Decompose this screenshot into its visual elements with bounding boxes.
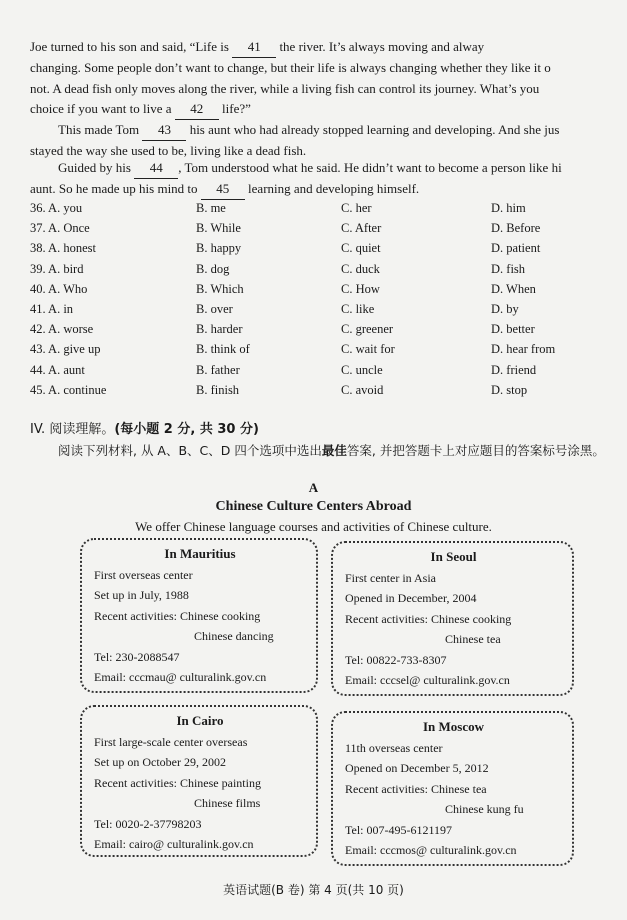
passage-line: stayed the way she used to be, living like a dead fish. xyxy=(30,143,307,158)
blank-45: 45 xyxy=(201,178,245,200)
center-box-mauritius: In Mauritius First overseas center Set up in July, 1988 Recent activities: Chinese cooking Chinese dancing Tel: 230-2088547 Email: cccmau@ culturalink.gov.cn xyxy=(80,538,318,693)
section-instruction: 阅读下列材料, 从 A、B、C、D 四个选项中选出最佳答案, 并把答题卡上对应题目的答案标号涂黑。 xyxy=(58,443,605,458)
option-row: 40. A. Who B. Which C. How D. When xyxy=(30,281,536,296)
center-box-seoul: In Seoul First center in Asia Opened in December, 2004 Recent activities: Chinese cooking Chinese tea Tel: 00822-733-8307 Email: cccsel@ culturalink.gov.cn xyxy=(331,541,574,696)
option-row: 43. A. give up B. think of C. wait for D. hear from xyxy=(30,342,556,357)
option-row: 42. A. worse B. harder C. greener D. better xyxy=(30,322,535,337)
option-row: 39. A. bird B. dog C. duck D. fish xyxy=(30,261,526,276)
article-letter: A xyxy=(308,480,319,495)
passage-line: choice if you want to live a 42 life?” xyxy=(30,98,627,120)
option-row: 37. A. Once B. While C. After D. Before xyxy=(30,221,541,236)
option-row: 44. A. aunt B. father C. uncle D. friend xyxy=(30,362,537,377)
center-box-cairo: In Cairo First large-scale center overseas Set up on October 29, 2002 Recent activities: Chinese painting Chinese films Tel: 0020-2-37798203 Email: cairo@ culturalink.gov.cn xyxy=(80,705,318,857)
options-table xyxy=(30,198,610,400)
option-row: 45. A. continue B. finish C. avoid D. stop xyxy=(30,382,528,397)
option-row: 38. A. honest B. happy C. quiet D. patient xyxy=(30,241,541,256)
article-title: Chinese Culture Centers Abroad xyxy=(215,499,412,514)
passage-line: Guided by his 44 , Tom understood what he said. He didn’t want to become a person like hi xyxy=(58,157,627,179)
blank-41: 41 xyxy=(232,36,276,58)
blank-44: 44 xyxy=(134,157,178,179)
passage-line: not. A dead fish only moves along the river, while a living fish can control its journey. What’s you xyxy=(30,81,540,96)
passage-line: changing. Some people don’t want to change, but their life is always changing whether they like it o xyxy=(30,60,551,75)
blank-42: 42 xyxy=(175,98,219,120)
passage-line: This made Tom 43 his aunt who had already stopped learning and developing. And she jus xyxy=(58,119,627,141)
page-footer: 英语试题(B 卷) 第 4 页(共 10 页) xyxy=(223,883,404,897)
passage-line: Joe turned to his son and said, “Life is 41 the river. It’s always moving and alway xyxy=(30,36,627,58)
section-heading: IV. 阅读理解。(每小题 2 分, 共 30 分) xyxy=(30,422,259,437)
option-row: 36. A. you B. me C. her D. him xyxy=(30,201,526,215)
center-box-moscow: In Moscow 11th overseas center Opened on December 5, 2012 Recent activities: Chinese tea Chinese kung fu Tel: 007-495-6121197 Email: cccmos@ culturalink.gov.cn xyxy=(331,711,574,866)
option-row: 41. A. in B. over C. like D. by xyxy=(30,301,519,316)
blank-43: 43 xyxy=(142,119,186,141)
passage-line: aunt. So he made up his mind to 45 learning and developing himself. xyxy=(30,178,627,200)
article-subtitle: We offer Chinese language courses and activities of Chinese culture. xyxy=(135,519,492,534)
